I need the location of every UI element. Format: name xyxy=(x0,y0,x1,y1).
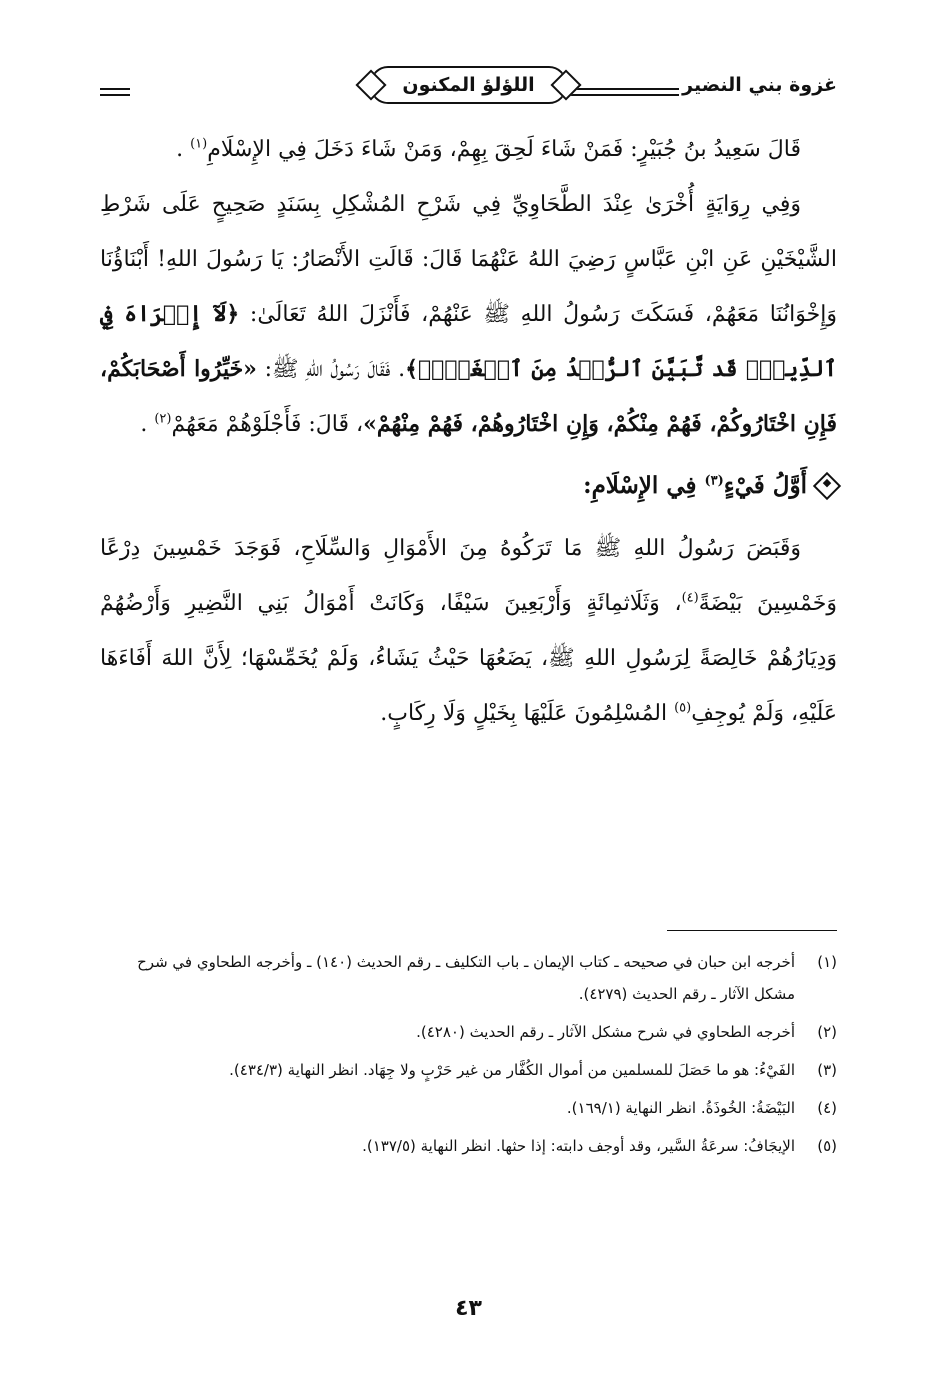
paragraph xyxy=(100,177,837,452)
footnote-ref: (٤) xyxy=(681,590,699,606)
text-span: ، قَالَ: فَأَجْلَوْهُمْ مَعَهُمْ xyxy=(171,412,364,437)
footnote-number: (٥) xyxy=(817,1137,837,1155)
footnote-text: الإيجَافُ: سرعَةُ السَّير، وقد أوجف دابته: إذا حثها. انظر النهاية (١٣٧/٥). xyxy=(362,1137,795,1155)
header-rule-left xyxy=(100,88,130,96)
text-span: المُسْلِمُونَ عَلَيْهَا بِخَيْلٍ وَلَا رِكَابٍ. xyxy=(380,701,675,726)
text-span: . فَقَالَ رَسُولُ اللهِ ﷺ: xyxy=(256,357,406,382)
footnote-text: البَيْضَةُ: الخُوذَةُ. انظر النهاية (١٦٩/١). xyxy=(566,1099,795,1117)
footnote xyxy=(100,946,837,1010)
text-span: . xyxy=(176,137,191,162)
main-text xyxy=(100,122,837,741)
section-heading xyxy=(100,458,837,513)
footnote xyxy=(100,1016,837,1048)
footnote-text: الفَيْءُ: هو ما حَصَلَ للمسلمين من أموال الكُفَّار من غير حَرْبٍ ولا جِهَاد. انظر النهاية (٤٣٤/٣). xyxy=(229,1061,795,1079)
heading-text xyxy=(583,458,807,513)
paragraph xyxy=(100,122,837,177)
paragraph xyxy=(100,521,837,741)
footnote-rule xyxy=(667,930,837,931)
footnote xyxy=(100,1054,837,1086)
footnote xyxy=(100,1092,837,1124)
hadith-quote: «خَيِّرُوا أَصْحَابَكُمْ، فَإِنِ اخْتَارُوكُمْ، فَهُمْ مِنْكُمْ، وَإِنِ اخْتَارُوهُمْ، فَهُمْ مِنْهُمْ» xyxy=(100,356,837,437)
quran-verse: ﴿لَآ إِكۡرَاهَ فِي ٱلدِّينِۖ قَد تَّبَيَّنَ ٱلرُّشۡدُ مِنَ ٱلۡغَيِّۚ﴾ xyxy=(100,301,837,382)
footnote-ref: (٥) xyxy=(674,700,692,716)
page-number: ٤٣ xyxy=(455,1296,482,1321)
footnote-number: (١) xyxy=(817,953,837,971)
text-span: فِي الإِسْلَامِ: xyxy=(583,472,705,499)
chapter-title: غزوة بني النضير xyxy=(682,74,837,96)
footnote-ref: (١) xyxy=(190,136,208,152)
running-header xyxy=(100,58,837,118)
book-title-ornament xyxy=(369,62,569,108)
footnote-text: أخرجه الطحاوي في شرح مشكل الآثار ـ رقم الحديث (٤٢٨٠). xyxy=(416,1023,795,1041)
footnote-number: (٢) xyxy=(817,1023,837,1041)
text-span: وَفِي رِوَايَةٍ أُخْرَىٰ عِنْدَ الطَّحَاوِيِّ فِي شَرْحِ المُشْكِلِ بِسَنَدٍ صَحِيحٍ عَلَى شَرْطِ الشَّيْخَيْنِ عَنِ ابْنِ عَبَّاسٍ رَضِيَ اللهُ عَنْهُمَا قَالَ: قَالَتِ الأَنْصَارُ: يَا رَسُولَ اللهِ! أَبْنَاؤُنَا وَإِخْوَانُنَا مَعَهُمْ، فَسَكَتَ رَسُولُ اللهِ ﷺ عَنْهُمْ، فَأَنْزَلَ اللهُ تَعَالَىٰ: xyxy=(100,192,837,327)
text-span: أَوَّلُ فَيْءٍ xyxy=(723,472,807,499)
book-title: اللؤلؤ المكنون xyxy=(370,66,566,104)
text-span: . xyxy=(140,412,155,437)
footnote-ref: (٣) xyxy=(704,473,724,489)
text-span: وَقَبَضَ رَسُولُ اللهِ ﷺ مَا تَرَكُوهُ مِنَ الأَمْوَالِ وَالسِّلَاحِ، فَوَجَدَ خَمْسِينَ دِرْعًا وَخَمْسِينَ بَيْضَةً xyxy=(100,536,837,616)
footnote-text: أخرجه ابن حبان في صحيحه ـ كتاب الإيمان ـ باب التكليف ـ رقم الحديث (١٤٠) ـ وأخرجه الطحاوي في شرح مشكل الآثار ـ رقم الحديث (٤٢٧٩). xyxy=(137,953,795,1003)
footnotes xyxy=(100,946,837,1168)
footnote-ref: (٢) xyxy=(154,411,172,427)
text-span: ، وَثَلَاثمِائَةٍ وَأَرْبَعِينَ سَيْفًا، وَكَانَتْ أَمْوَالُ بَنِي النَّضِيرِ وَأَرْضُهُمْ وَدِيَارُهُمْ خَالِصَةً لِرَسُولِ اللهِ ﷺ، يَضَعُهَا حَيْثُ يَشَاءُ، وَلَمْ يُخَمِّسْهَا؛ لِأَنَّ اللهَ أَفَاءَهَا عَلَيْهِ، وَلَمْ يُوجِفِ xyxy=(100,591,837,726)
book-page xyxy=(100,0,837,1383)
footnote-number: (٣) xyxy=(817,1061,837,1079)
footnote-number: (٤) xyxy=(817,1099,837,1117)
diamond-bullet-icon xyxy=(813,471,841,499)
text-span: قَالَ سَعِيدُ بنُ جُبَيْرٍ: فَمَنْ شَاءَ لَحِقَ بِهِمْ، وَمَنْ شَاءَ دَخَلَ فِي الإِسْلَامِ xyxy=(207,137,801,162)
footnote xyxy=(100,1130,837,1162)
